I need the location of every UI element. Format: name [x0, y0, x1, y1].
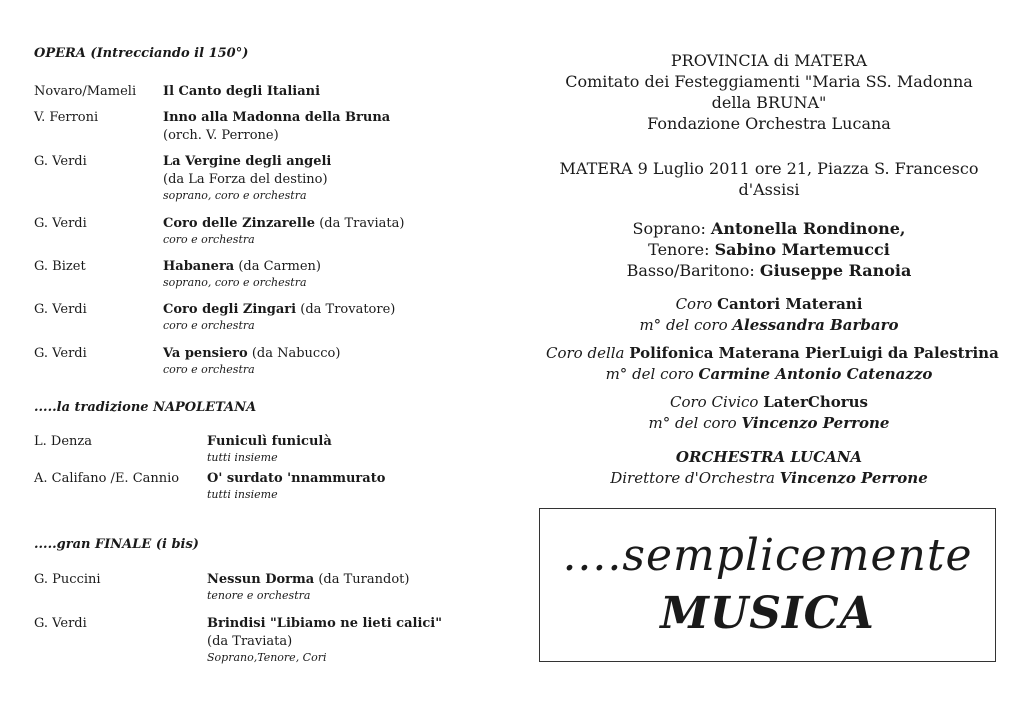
piece-extra: (da Turandot): [314, 572, 410, 587]
piece-note: Soprano,Tenore, Cori: [207, 651, 327, 664]
napoli-heading: .....la tradizione NAPOLETANA: [34, 400, 257, 415]
program-item: [34, 83, 504, 101]
piece-title: La Vergine degli angeli: [163, 154, 332, 169]
piece-note: tutti insieme: [207, 451, 278, 464]
soloist-role: Basso/Baritono:: [626, 261, 760, 280]
piece-extra: (da Traviata): [315, 216, 405, 231]
piece-note: coro e orchestra: [163, 233, 255, 246]
choir-prefix: Coro Civico: [670, 393, 764, 411]
finale-heading: .....gran FINALE (i bis): [34, 537, 199, 552]
piece-title: Coro degli Zingari: [163, 302, 297, 317]
opera-heading: OPERA (Intrecciando il 150°): [34, 46, 249, 61]
piece-title: Brindisi "Libiamo ne lieti calici": [207, 616, 443, 631]
choir-name: Polifonica Materana PierLuigi da Palestrina: [629, 344, 999, 362]
choir-block: [546, 343, 999, 385]
soloist-role: Soprano:: [632, 219, 711, 238]
header-line: PROVINCIA di MATERA: [670, 51, 868, 70]
choir-master-line: [546, 315, 992, 336]
piece-note: tutti insieme: [207, 488, 278, 501]
piece-extra: (da Carmen): [234, 259, 322, 274]
event-line: d'Assisi: [738, 180, 800, 199]
piece-note: tenore e orchestra: [207, 589, 311, 602]
composer: V. Ferroni: [34, 110, 99, 125]
header-line: della BRUNA": [711, 93, 827, 112]
piece-title: Inno alla Madonna della Bruna: [163, 110, 391, 125]
piece-note: soprano, coro e orchestra: [163, 189, 307, 202]
soloist-name: Giuseppe Ranoia: [759, 261, 912, 280]
event-line: MATERA 9 Luglio 2011 ore 21, Piazza S. Francesco: [559, 159, 979, 178]
choir-master: Carmine Antonio Catenazzo: [698, 365, 933, 383]
choir-name: Cantori Materani: [717, 295, 863, 313]
piece-title: Habanera: [163, 259, 235, 274]
orchestra-block: [546, 447, 992, 489]
piece-sub: (orch. V. Perrone): [163, 128, 279, 143]
composer: G. Verdi: [34, 154, 87, 169]
title-line-2: MUSICA: [660, 588, 875, 639]
choir-line: [546, 392, 992, 413]
event-details: [546, 158, 992, 200]
soloist-line: [546, 239, 992, 260]
piece-title: Nessun Dorma: [207, 572, 315, 587]
soloist-line: [546, 218, 992, 239]
choir-line: [546, 294, 992, 315]
header-line: Fondazione Orchestra Lucana: [647, 114, 891, 133]
piece-extra: (da Trovatore): [296, 302, 396, 317]
title-line-1: ....semplicemente: [562, 530, 973, 581]
soloist-name: Antonella Rondinone,: [710, 219, 906, 238]
piece-title: Funiculì funiculà: [207, 434, 332, 449]
piece-title: O' surdato 'nnammurato: [207, 471, 386, 486]
composer: L. Denza: [34, 434, 92, 449]
choir-prefix: Coro della: [546, 344, 630, 362]
director-line: [546, 468, 992, 489]
choir-name: LaterChorus: [763, 393, 868, 411]
orchestra-name: ORCHESTRA LUCANA: [675, 448, 863, 466]
piece-title: Va pensiero: [163, 346, 248, 361]
director-name: Vincenzo Perrone: [779, 469, 928, 487]
piece-title: Il Canto degli Italiani: [163, 84, 321, 99]
choir-block: [546, 392, 992, 434]
piece-sub: (da La Forza del destino): [163, 172, 328, 187]
piece-note: soprano, coro e orchestra: [163, 276, 307, 289]
composer: G. Puccini: [34, 572, 101, 587]
composer: G. Verdi: [34, 346, 87, 361]
director-prefix: Direttore d'Orchestra: [610, 469, 780, 487]
soloist-name: Sabino Martemucci: [714, 240, 890, 259]
composer: G. Verdi: [34, 302, 87, 317]
header-line: Comitato dei Festeggiamenti "Maria SS. Madonna: [565, 72, 973, 91]
program-item: [34, 345, 504, 377]
program-item: [34, 258, 504, 290]
soloist-line: [546, 260, 992, 281]
soloist-role: Tenore:: [648, 240, 715, 259]
choir-master: Vincenzo Perrone: [741, 414, 890, 432]
composer: G. Bizet: [34, 259, 86, 274]
choir-block: [546, 294, 992, 336]
master-prefix: m° del coro: [648, 414, 742, 432]
program-item: [34, 109, 504, 145]
program-item: [34, 470, 504, 502]
piece-note: coro e orchestra: [163, 319, 255, 332]
soloists: [546, 218, 992, 281]
piece-note: coro e orchestra: [163, 363, 255, 376]
choir-prefix: Coro: [675, 295, 718, 313]
composer: Novaro/Mameli: [34, 84, 137, 99]
program-item: [34, 433, 504, 465]
composer: A. Califano /E. Cannio: [34, 471, 180, 486]
choir-master-line: [546, 413, 992, 434]
program-item: [34, 301, 504, 333]
choir-master-line: [546, 364, 992, 385]
choir-line: [546, 343, 999, 364]
program-item: [34, 215, 504, 247]
choir-master: Alessandra Barbaro: [732, 316, 899, 334]
piece-title: Coro delle Zinzarelle: [163, 216, 316, 231]
master-prefix: m° del coro: [605, 365, 699, 383]
program-item: [34, 615, 504, 665]
program-item: [34, 571, 504, 603]
composer: G. Verdi: [34, 216, 87, 231]
master-prefix: m° del coro: [639, 316, 733, 334]
organizers-header: [546, 50, 992, 134]
composer: G. Verdi: [34, 616, 87, 631]
program-item: [34, 153, 504, 203]
piece-extra: (da Nabucco): [247, 346, 341, 361]
title-box: [539, 508, 996, 662]
piece-sub: (da Traviata): [207, 634, 293, 649]
